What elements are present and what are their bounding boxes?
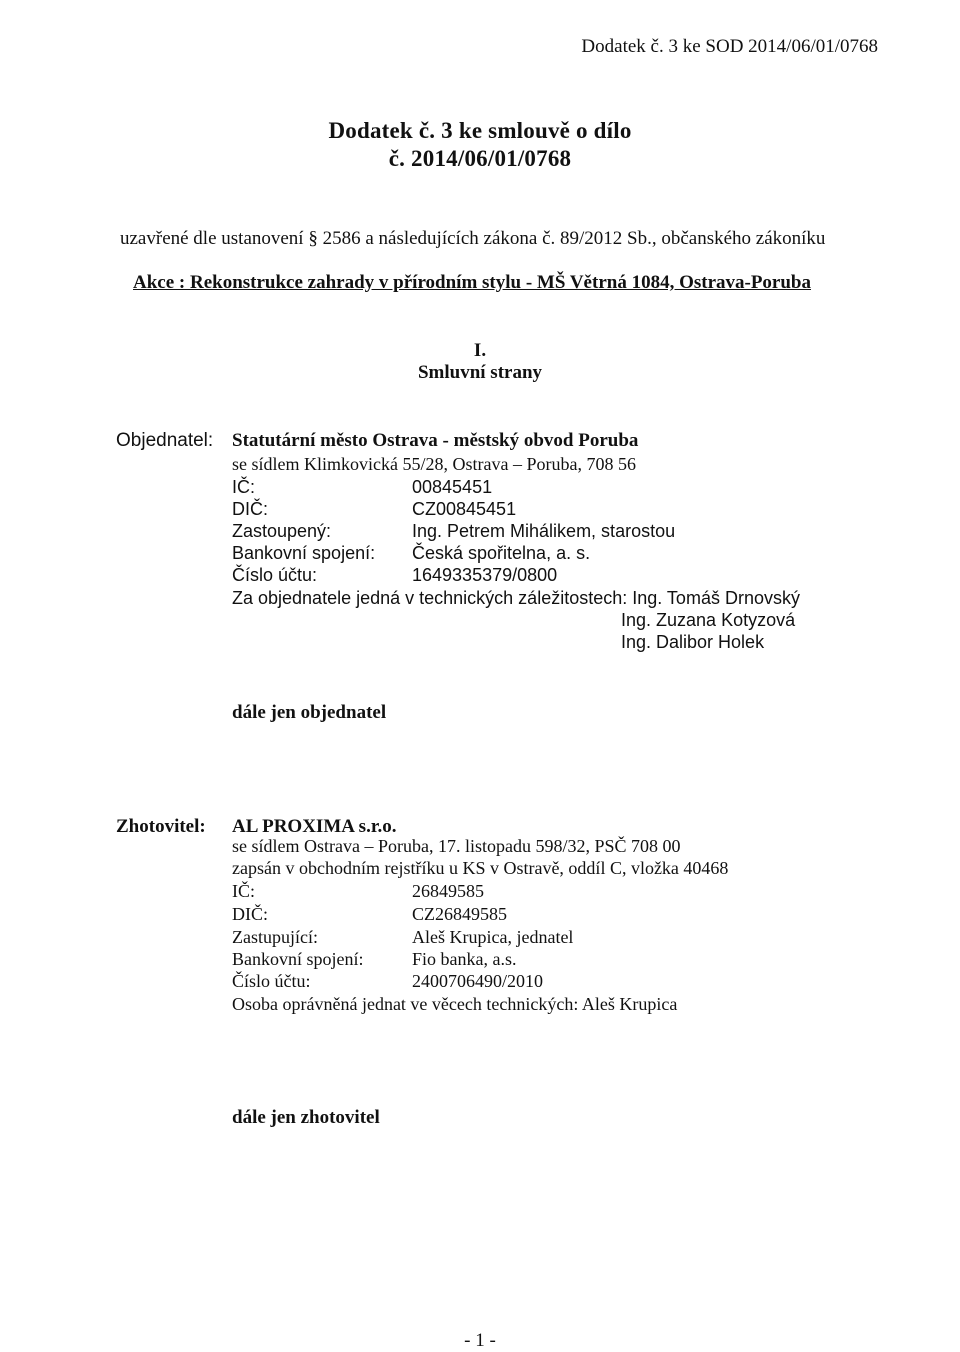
header-reference: Dodatek č. 3 ke SOD 2014/06/01/0768	[581, 36, 878, 57]
objednatel-tech-contact-2: Ing. Zuzana Kotyzová	[621, 610, 796, 630]
zhotovitel-bank-label: Bankovní spojení:	[232, 949, 364, 969]
zhotovitel-zastupujici: Aleš Krupica, jednatel	[412, 927, 574, 947]
objednatel-account-label: Číslo účtu:	[232, 565, 318, 585]
zhotovitel-ic-label: IČ:	[232, 881, 256, 901]
zhotovitel-account: 2400706490/2010	[412, 971, 544, 991]
objednatel-name: Statutární město Ostrava - městský obvod Poruba	[232, 430, 639, 451]
objednatel-ic: 00845451	[412, 477, 493, 497]
section-number: I.	[473, 340, 487, 361]
objednatel-zastoupeny: Ing. Petrem Mihálikem, starostou	[412, 521, 676, 541]
objednatel-ic-label: IČ:	[232, 477, 256, 497]
objednatel-label: Objednatel:	[116, 430, 214, 451]
zhotovitel-ic: 26849585	[412, 881, 484, 901]
zhotovitel-label: Zhotovitel:	[116, 816, 206, 837]
objednatel-account: 1649335379/0800	[412, 565, 558, 585]
objednatel-address: se sídlem Klimkovická 55/28, Ostrava – Poruba, 708 56	[232, 454, 636, 474]
zhotovitel-bank: Fio banka, a.s.	[412, 949, 517, 969]
document-title: Dodatek č. 3 ke smlouvě o dílo	[328, 118, 632, 143]
objednatel-bank-label: Bankovní spojení:	[232, 543, 376, 563]
objednatel-bank: Česká spořitelna, a. s.	[412, 543, 591, 563]
page-number: - 1 -	[464, 1330, 496, 1351]
zhotovitel-tech-contact: Osoba oprávněná jednat ve věcech technických: Aleš Krupica	[232, 994, 678, 1014]
zhotovitel-dic: CZ26849585	[412, 904, 508, 924]
zhotovitel-address: se sídlem Ostrava – Poruba, 17. listopadu 598/32, PSČ 708 00	[232, 836, 681, 856]
project-name: Akce : Rekonstrukce zahrady v přírodním stylu - MŠ Větrná 1084, Ostrava-Poruba	[133, 272, 811, 293]
zhotovitel-name: AL PROXIMA s.r.o.	[232, 816, 397, 837]
zhotovitel-zastupujici-label: Zastupující:	[232, 927, 318, 947]
section-title: Smluvní strany	[417, 362, 543, 383]
objednatel-dic: CZ00845451	[412, 499, 517, 519]
zhotovitel-designation: dále jen zhotovitel	[232, 1107, 380, 1128]
objednatel-tech-contact-3: Ing. Dalibor Holek	[621, 632, 765, 652]
objednatel-designation: dále jen objednatel	[232, 702, 387, 723]
objednatel-tech-contact: Za objednatele jedná v technických záležitostech: Ing. Tomáš Drnovský	[232, 588, 800, 608]
zhotovitel-register: zapsán v obchodním rejstříku u KS v Ostravě, oddíl C, vložka 40468	[232, 858, 729, 878]
legal-basis: uzavřené dle ustanovení § 2586 a následujících zákona č. 89/2012 Sb., občanského zákoníku	[120, 228, 826, 249]
document-number: č. 2014/06/01/0768	[388, 146, 572, 171]
zhotovitel-account-label: Číslo účtu:	[232, 971, 311, 991]
objednatel-zastoupeny-label: Zastoupený:	[232, 521, 332, 541]
objednatel-dic-label: DIČ:	[232, 499, 268, 519]
zhotovitel-dic-label: DIČ:	[232, 904, 268, 924]
